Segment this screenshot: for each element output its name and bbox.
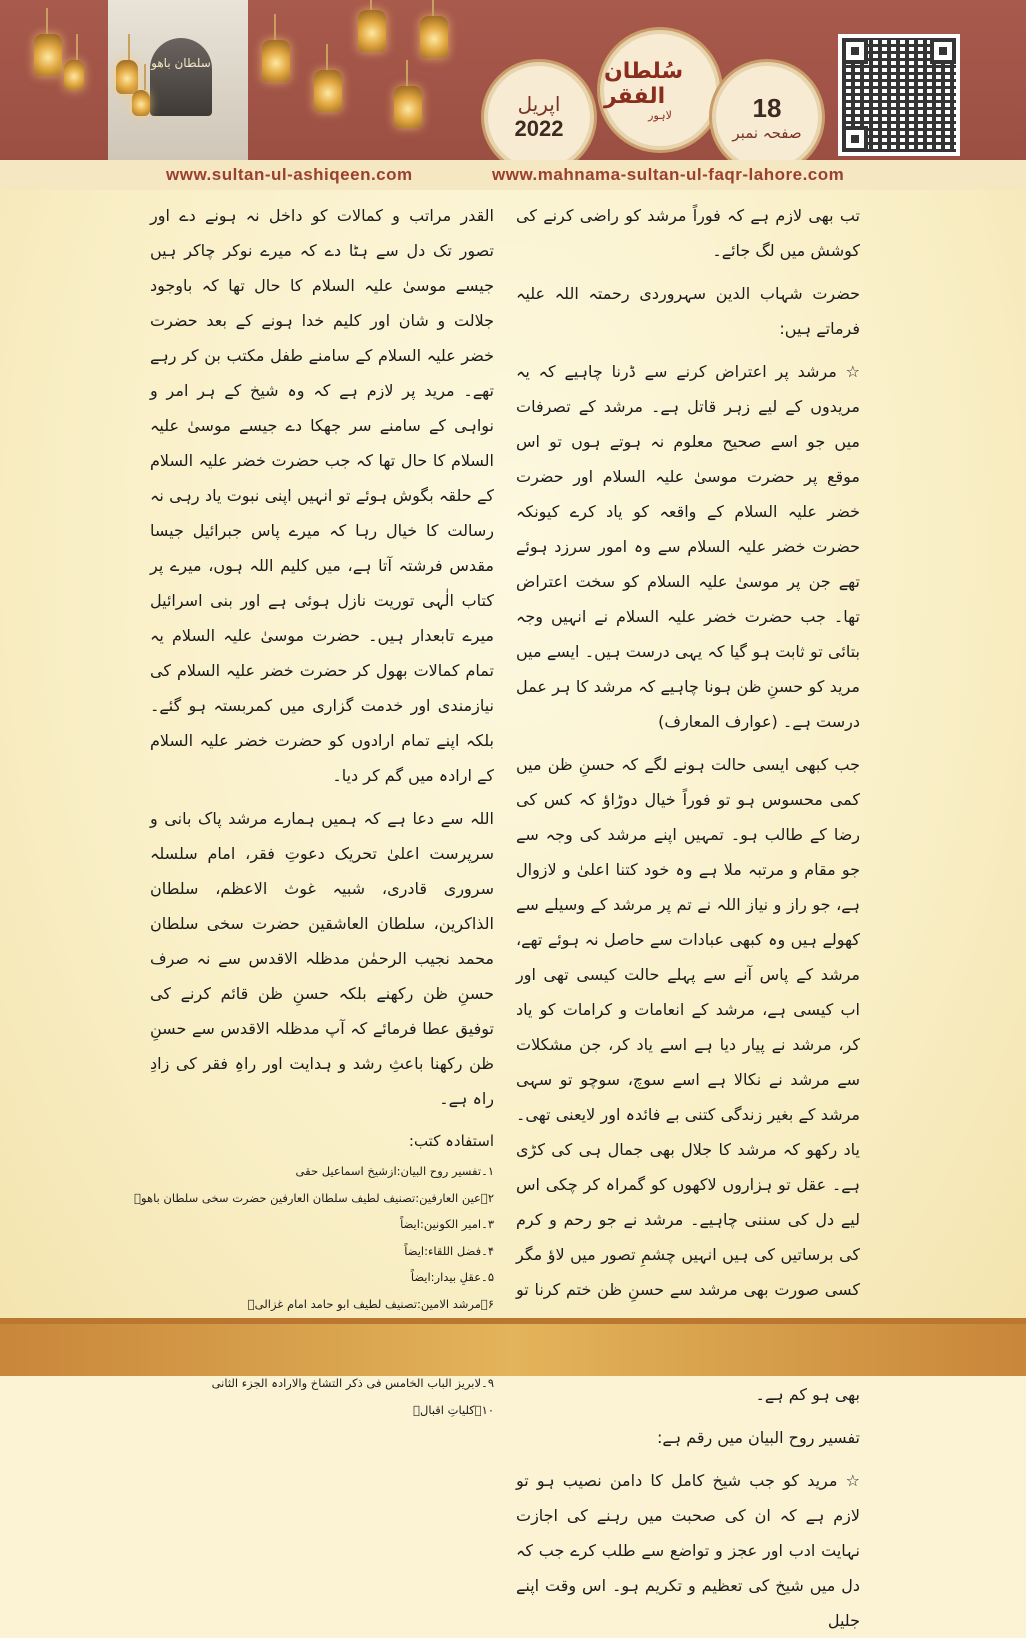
reference-item: ۹۔لابریز الباب الخامس فی ذکر التشاخ والارادہ الجزء الثانی: [211, 1376, 494, 1390]
left-text-column: [134, 198, 494, 1423]
paragraph: جب کبھی ایسی حالت ہونے لگے کہ حسنِ ظن میں کمی محسوس ہو تو فوراً خیال دوڑاؤ کہ کس کی رضا کے طالب ہو۔ تمہیں اپنے مرشد کی وجہ سے جو مقام و مرتبہ ملا ہے وہ خود کتنا اعلیٰ و لازوال ہے، جو راز و نیاز اللہ نے تم پر مرشد کے وسیلے سے کھولے ہیں وہ کبھی عبادات سے حاصل نہ ہوئے تھے، مرشد کے پاس آنے سے پہلے حالت کیسی تھی اور اب کیسی ہے، مرشد کے انعامات و کرامات کو یاد کر، مرشد نے پیار دیا ہے اسے یاد کر، جن مشکلات سے مرشد نے نکالا ہے اسے سوچ، سوچو تو سہی مرشد کے بغیر زندگی کتنی بے فائدہ اور لایعنی تھی۔ یاد رکھو کہ مرشد کا جلال بھی جمال ہی کی کڑی ہے۔ عقل تو ہزاروں لاکھوں کو گمراہ کر چکی اس لیے دل کی سننی چاہیے۔ مرشد نے جو رحم و کرم کی برساتیں کی ہیں انہیں چشمِ تصور میں لاؤ مگر کسی صورت بھی مرشد سے حسنِ ظن ختم کرنا تو بھی ہو کم ہے۔: [516, 755, 860, 1404]
paragraph: تب بھی لازم ہے کہ فوراً مرشد کو راضی کرنے کی کوشش میں لگ جائے۔: [516, 206, 860, 260]
lantern-icon: [394, 86, 422, 128]
qr-pattern: [842, 38, 956, 152]
paragraph: ☆ مرشد پر اعتراض کرنے سے ڈرنا چاہیے کہ یہ مریدوں کے لیے زہر قاتل ہے۔ مرشد کے تصرفات میں جو اسے صحیح معلوم نہ ہوتے ہوں تو اس موقع پر حضرت موسیٰ علیہ السلام اور حضرت خضر علیہ السلام کے واقعہ کو یاد کرے کیونکہ حضرت خضر علیہ السلام سے وہ امور سرزد ہوئے تھے جن پر موسیٰ علیہ السلام کو سخت اعتراض تھا۔ جب حضرت خضر علیہ السلام نے انہیں وجہ بتائی تو ثابت ہو گیا کہ یہی درست ہیں۔ ایسے میں مرید کو حسنِ ظن ہونا چاہیے کہ مرشد کا ہر عمل درست ہے۔ (عوارف المعارف): [516, 362, 860, 731]
calligraphy-arch: [150, 38, 212, 116]
reference-item: ۴۔فضل اللقاء:ایضاً: [404, 1243, 494, 1258]
lantern-icon: [132, 90, 150, 116]
lantern-icon: [358, 10, 386, 52]
lantern-icon: [64, 60, 84, 90]
reference-item: ۳۔امیر الکونین:ایضاً: [400, 1217, 494, 1231]
qr-finder: [930, 38, 956, 64]
lantern-icon: [34, 34, 62, 76]
lantern-icon: [314, 70, 342, 112]
page-footer-band: [0, 1318, 1026, 1376]
issue-year: 2022: [514, 116, 564, 141]
qr-finder: [842, 126, 868, 152]
paragraph: ☆ مرید کو جب شیخ کامل کا دامن نصیب ہو تو لازم ہے کہ ان کی صحبت میں رہنے کی اجازت نہایت ادب اور عجز و تواضع سے طلب کرے جب کہ دل میں شیخ کی تعظیم و تکریم ہو۔ اس وقت اپنے جلیل: [516, 1471, 860, 1630]
reference-item: ۱۔تفسیر روح البیان:ازشیخ اسماعیل حقی: [295, 1164, 494, 1178]
magazine-logo: [600, 30, 720, 150]
paragraph: تفسیر روح البیان میں رقم ہے:: [656, 1428, 860, 1447]
reference-item: ۱۰۔کلیاتِ اقبالؒ: [413, 1402, 494, 1417]
paragraph: اللہ سے دعا ہے کہ ہمیں ہمارے مرشد پاک بانی و سرپرست اعلیٰ تحریک دعوتِ فقر، امام سلسلہ سروری قادری، شبیہ غوث الاعظم، سلطان الذاکرین، سلطان العاشقین حضرت سخی سلطان محمد نجیب الرحمٰن مدظلہ الاقدس سے نہ صرف حسنِ ظن رکھنے بلکہ حسنِ ظن قائم کرنے کی توفیق عطا فرمائے کہ آپ مدظلہ الاقدس سے حسنِ ظن رکھنا باعثِ رشد و ہدایت اور راہِ فقر کی زادِ راہ ہے۔: [150, 809, 494, 1108]
lantern-icon: [116, 60, 138, 94]
right-text-column: [516, 198, 860, 1638]
page-number-badge: [712, 62, 822, 172]
reference-item: ۵۔عقلِ بیدار:ایضاً: [410, 1270, 494, 1284]
issue-date-badge: [484, 62, 594, 172]
qr-finder: [842, 38, 868, 64]
page-number: 18: [752, 92, 782, 123]
references-list: [134, 1158, 494, 1423]
issue-month: اپریل: [517, 92, 561, 116]
url-bar: [0, 160, 1026, 190]
page-number-label: صفحہ نمبر: [732, 123, 802, 142]
paragraph: حضرت شہاب الدین سہروردی رحمتہ اللہ علیہ فرماتے ہیں:: [516, 284, 860, 338]
page-header: [0, 0, 1026, 160]
logo-subtitle: لاہور: [648, 108, 672, 122]
reference-item: ۶۔مرشد الامین:تصنیف لطیف ابو حامد امام غزالیؒ: [247, 1296, 494, 1311]
reference-item: ۲۔عین العارفین:تصنیف لطیف سلطان العارفین حضرت سخی سلطان باھوؒ: [134, 1190, 494, 1205]
website-link-ashiqeen[interactable]: www.sultan-ul-ashiqeen.com: [166, 165, 413, 184]
qr-code-icon: [838, 34, 960, 156]
paragraph: القدر مراتب و کمالات کو داخل نہ ہونے دے اور تصور تک دل سے ہٹا دے کہ میرے نوکر چاکر ہیں جیسے موسیٰ علیہ السلام کا حال تھا کہ باوجود جلالت و شان اور کلیم خدا ہونے کے بعد حضرت خضر علیہ السلام کے سامنے طفل مکتب بن کر رہے تھے۔ مرید پر لازم ہے کہ وہ شیخ کے ہر امر و نواہی کے سامنے سر جھکا دے جیسے موسیٰ علیہ السلام کا حال تھا کہ جب حضرت خضر علیہ السلام کے حلقہ بگوش ہوئے تو انہیں اپنی نبوت یاد رہی نہ رسالت کا خیال رہا کہ میرے پاس جبرائیل جیسا مقدس فرشتہ آتا ہے، میں کلیم اللہ ہوں، میرے پر کتاب الٰہی توریت نازل ہوئی ہے اور بنی اسرائیل میرے تابعدار ہیں۔ حضرت موسیٰ علیہ السلام یہ تمام کمالات بھول کر حضرت خضر علیہ السلام کی نیازمندی اور خدمت گزاری میں کمربستہ ہو گئے۔ بلکہ اپنے تمام ارادوں کو حضرت خضر علیہ السلام کے ارادہ میں گم کر دیا۔: [150, 206, 494, 785]
panel-calligraphy: سلطان باھو: [151, 56, 211, 70]
lantern-icon: [262, 40, 290, 82]
lantern-icon: [420, 16, 448, 58]
decorative-panel: [108, 0, 248, 160]
website-link-mahnama[interactable]: www.mahnama-sultan-ul-faqr-lahore.com: [492, 165, 845, 184]
references-heading: استفادہ کتب:: [408, 1132, 494, 1150]
logo-title: سُلطان الفقر: [604, 58, 684, 109]
